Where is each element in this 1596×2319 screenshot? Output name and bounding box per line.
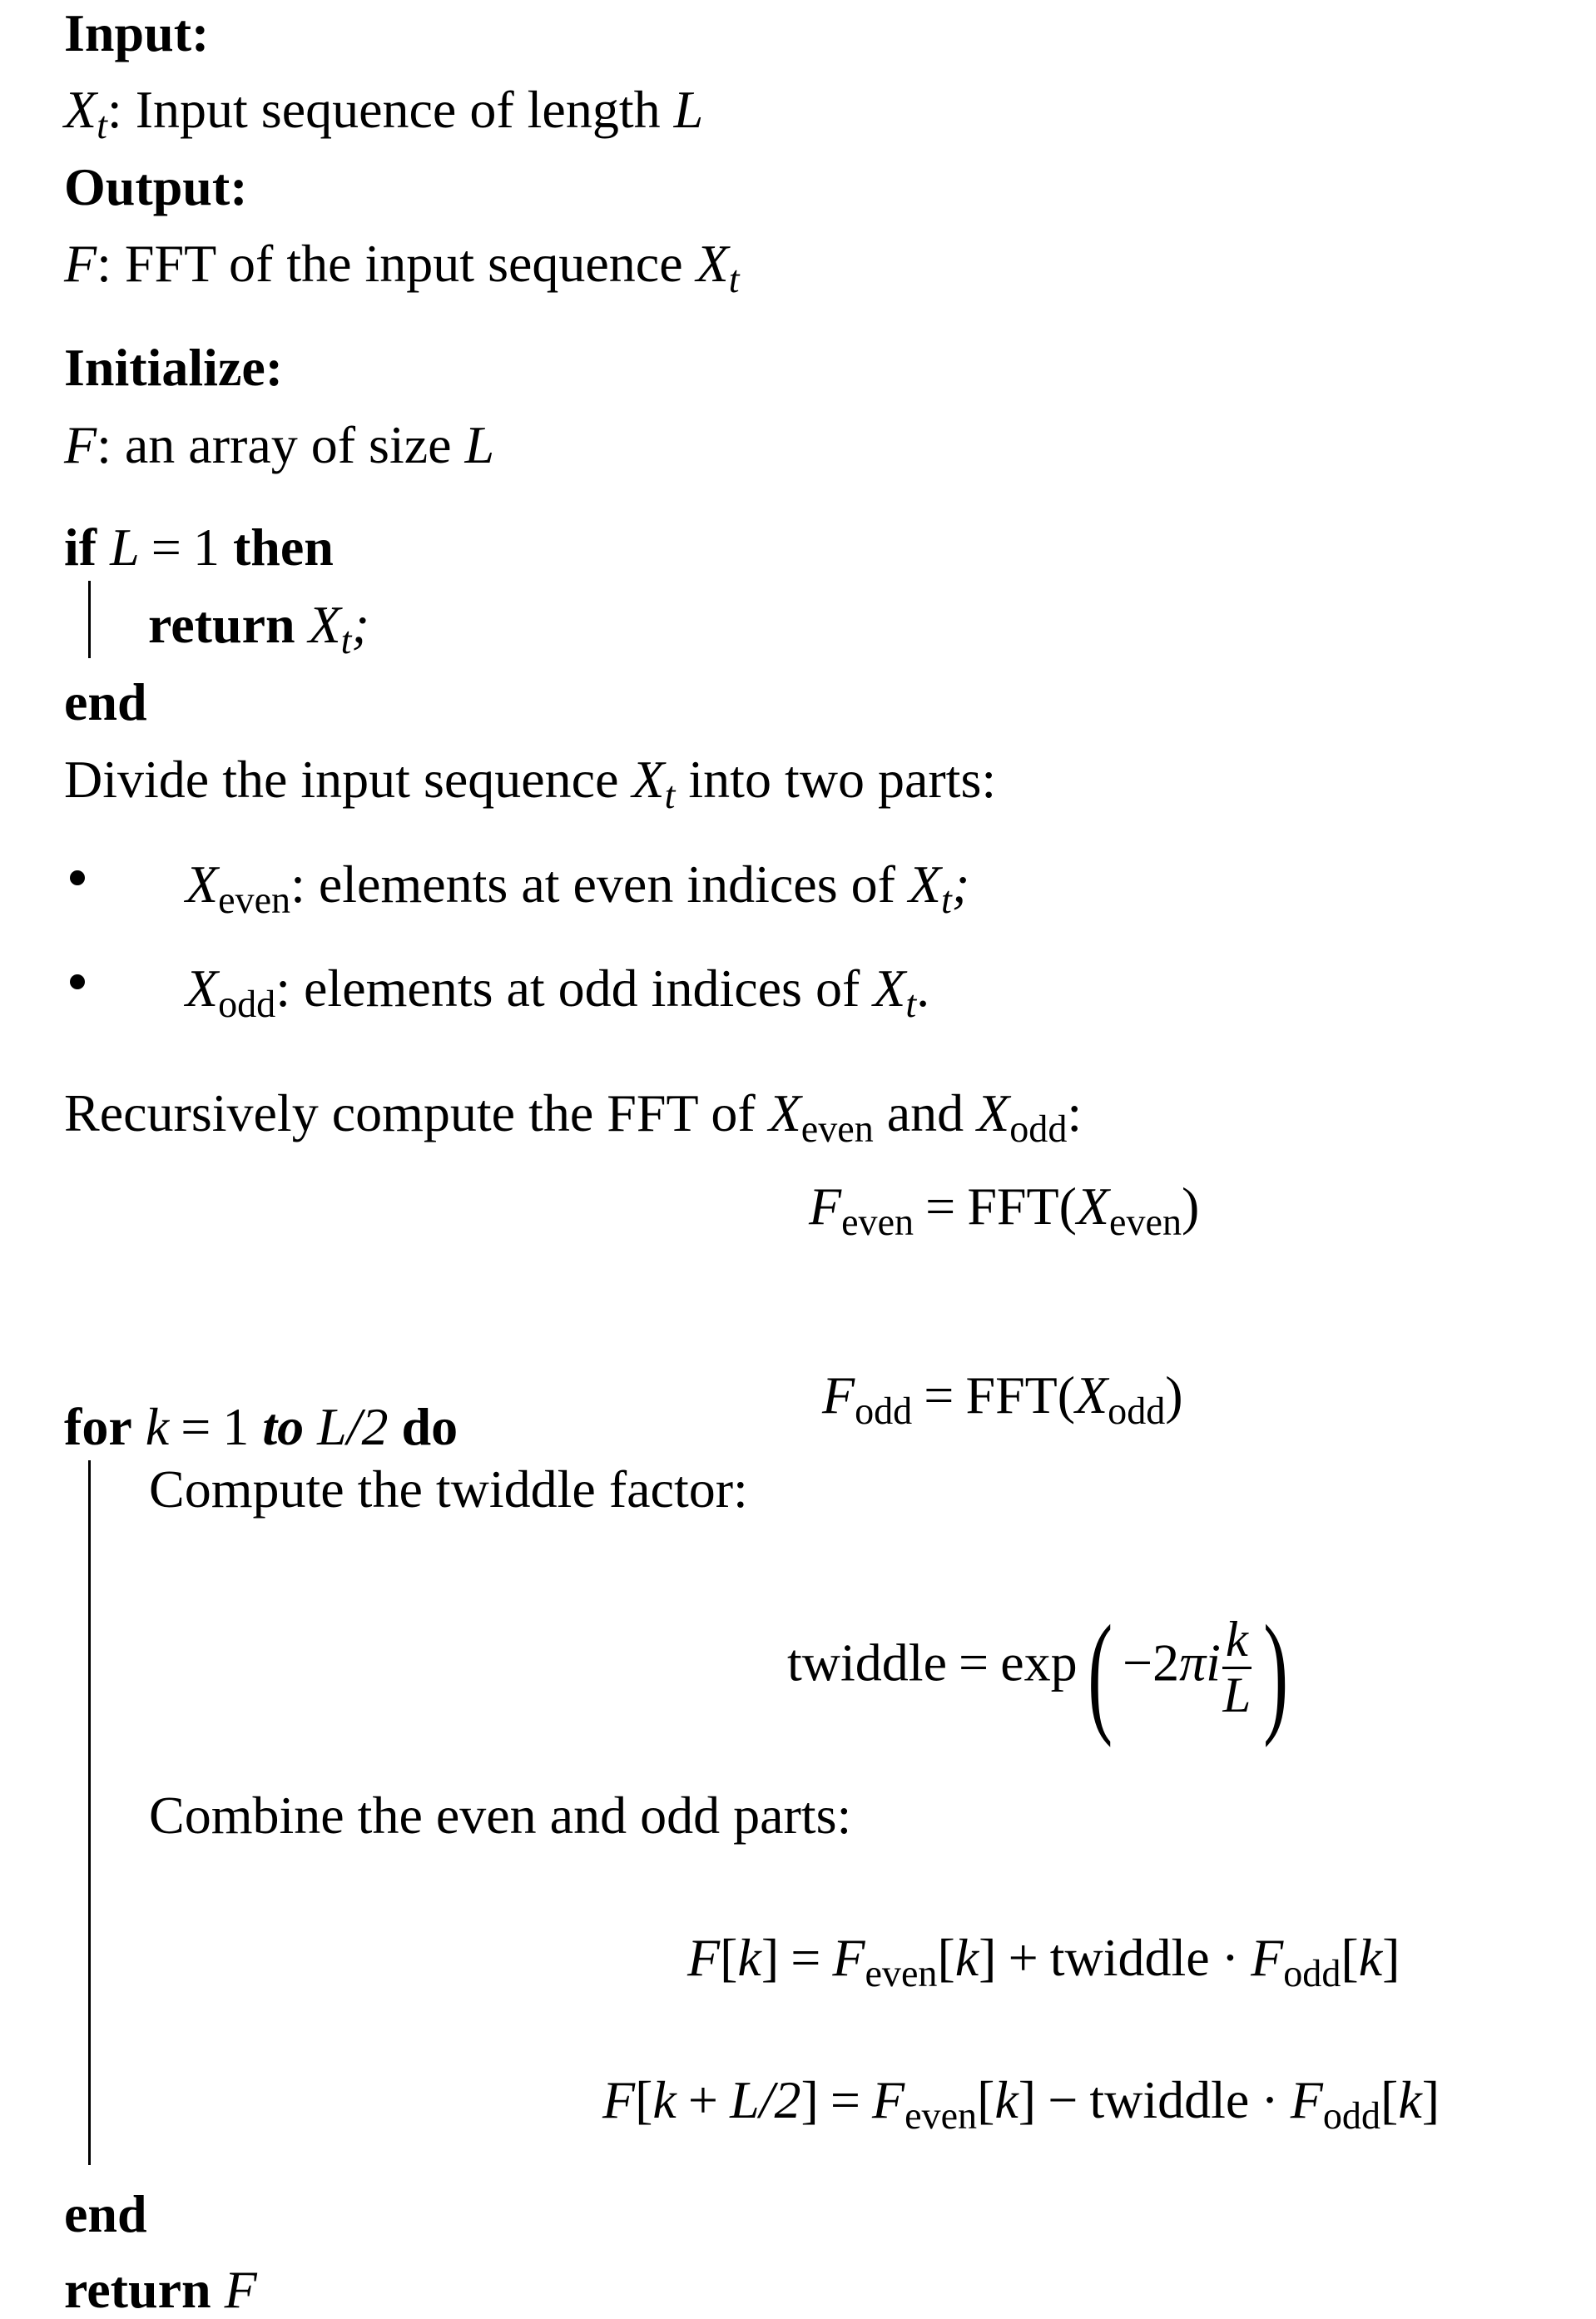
xodd-ref-sub: t <box>905 982 917 1025</box>
xodd-sub: odd <box>218 982 276 1025</box>
twiddle-intro: Compute the twiddle factor: <box>149 1459 748 1519</box>
to-keyword: to <box>262 1397 305 1456</box>
c2-lhs-index-b: L/2 <box>730 2070 801 2129</box>
divide-var: X <box>632 750 665 809</box>
frac-denominator: L <box>1222 1667 1252 1724</box>
right-paren: ) <box>1263 1598 1289 1748</box>
feven-lhs: F <box>809 1177 842 1236</box>
return-var: X <box>308 595 341 654</box>
if-block-bar <box>88 581 91 658</box>
xodd-var: X <box>186 959 219 1018</box>
cond-val: 1 <box>192 518 220 577</box>
bullet-icon <box>70 974 85 989</box>
xodd-tail: . <box>916 959 930 1018</box>
equation-combine-plus: $F[k] = F_{even}[k]$ + twiddle · $F_{odd}[k]$ <box>687 1928 1400 1994</box>
recurse-sub1: even <box>800 1107 874 1150</box>
fodd-lhs: F <box>822 1365 855 1425</box>
c2-lhs: F <box>602 2070 636 2129</box>
feven-fn: FFT <box>967 1177 1059 1236</box>
fodd-fn: FFT <box>965 1365 1058 1425</box>
divide-var-sub: t <box>664 773 676 816</box>
input-len-var: L <box>673 80 704 139</box>
initialize-heading: Initialize: <box>64 338 284 397</box>
cond-op: = <box>151 518 181 577</box>
return-tail: ; <box>351 595 369 654</box>
return-keyword: return <box>148 595 295 654</box>
recurse-before: Recursively compute the FFT of <box>64 1083 769 1142</box>
recurse-var1: X <box>768 1083 801 1142</box>
xeven-ref-var: X <box>908 855 942 914</box>
feven-arg-sub: even <box>1109 1200 1182 1243</box>
fodd-op: = <box>924 1365 954 1425</box>
divide-after: into two parts: <box>675 750 997 809</box>
twiddle-lhs: twiddle <box>787 1633 947 1692</box>
output-description <box>64 234 740 300</box>
xodd-ref-var: X <box>873 959 906 1018</box>
divide-before: Divide the input sequence <box>64 750 632 809</box>
xodd-text: : elements at odd indices of <box>275 959 874 1018</box>
return-var-sub: t <box>340 618 352 662</box>
c1-t2-var: F <box>1251 1928 1284 1987</box>
c2-lhs-plus: + <box>687 2070 718 2129</box>
xeven-tail: ; <box>951 855 970 914</box>
c2-lhs-index-a: k <box>652 2070 677 2129</box>
xeven-sub: even <box>218 878 291 921</box>
recurse-sub2: odd <box>1009 1107 1068 1150</box>
combine-intro: Combine the even and odd parts: <box>149 1786 852 1845</box>
twiddle-op: = <box>959 1633 989 1692</box>
fodd-arg-sub: odd <box>1108 1389 1166 1432</box>
frac-numerator: k <box>1222 1613 1252 1669</box>
c1-t2-index: k <box>1358 1928 1383 1987</box>
cond-var: L <box>110 518 140 577</box>
c1-tw: twiddle <box>1049 1928 1210 1987</box>
output-var: F <box>64 234 97 293</box>
final-return-var: F <box>224 2260 257 2319</box>
loop-var: k <box>145 1397 170 1456</box>
c2-tw: twiddle <box>1089 2070 1250 2129</box>
output-heading: Output: <box>64 157 248 216</box>
input-var: X <box>64 80 97 139</box>
twiddle-coef: 2 <box>1152 1633 1180 1692</box>
do-keyword: do <box>401 1397 458 1456</box>
xeven-var: X <box>186 855 219 914</box>
bullet-icon <box>70 870 85 885</box>
c2-t1-index: k <box>994 2070 1019 2129</box>
loop-eq: = <box>181 1397 211 1456</box>
recurse-mid: and <box>873 1083 978 1142</box>
fodd-lhs-sub: odd <box>855 1389 913 1432</box>
init-desc-text: : an array of size <box>97 415 465 474</box>
recurse-var2: X <box>977 1083 1010 1142</box>
twiddle-fraction <box>1222 1613 1252 1722</box>
loop-start: 1 <box>222 1397 250 1456</box>
c2-t2-index: k <box>1398 2070 1422 2129</box>
input-var-sub: t <box>97 103 107 146</box>
twiddle-imag: i <box>1206 1633 1221 1692</box>
c1-sign: + <box>1008 1928 1038 1987</box>
divide-text <box>64 750 997 816</box>
for-keyword: for <box>64 1397 132 1456</box>
final-return-keyword: return <box>64 2260 211 2319</box>
recurse-text <box>64 1083 1083 1150</box>
recurse-tail: : <box>1067 1083 1083 1142</box>
c2-t2-sub: odd <box>1322 2094 1381 2137</box>
c1-t2-sub: odd <box>1283 1951 1341 1994</box>
twiddle-pi: π <box>1179 1633 1207 1692</box>
c2-op: = <box>830 2070 860 2129</box>
c2-t1-var: F <box>872 2070 905 2129</box>
equation-twiddle <box>787 1598 1298 1748</box>
for-statement <box>64 1397 458 1456</box>
loop-end-expr: L/2 <box>317 1397 389 1456</box>
twiddle-minus: − <box>1122 1633 1153 1692</box>
if-statement <box>64 518 334 577</box>
c2-sign: − <box>1048 2070 1078 2129</box>
c2-t2-var: F <box>1290 2070 1323 2129</box>
equation-fodd: $F_{odd} = FFT(X_{odd})$ <box>822 1365 1183 1432</box>
if-keyword: if <box>64 518 97 577</box>
left-paren: ( <box>1087 1598 1113 1748</box>
twiddle-fn: exp <box>1000 1633 1078 1692</box>
output-seq-sub: t <box>728 257 740 300</box>
feven-op: = <box>925 1177 956 1236</box>
bullet-item-odd <box>186 959 930 1025</box>
for-block-bar <box>88 1460 91 2165</box>
c1-t1-sub: even <box>865 1951 938 1994</box>
c1-lhs: F <box>687 1928 721 1987</box>
feven-arg: X <box>1076 1177 1110 1236</box>
xeven-text: : elements at even indices of <box>290 855 909 914</box>
c1-t1-var: F <box>832 1928 865 1987</box>
input-description <box>64 80 704 146</box>
equation-feven: $F_{even} = FFT(X_{even})$ <box>809 1177 1200 1243</box>
then-keyword: then <box>232 518 334 577</box>
feven-lhs-sub: even <box>841 1200 914 1243</box>
c1-t1-index: k <box>954 1928 979 1987</box>
input-heading: Input: <box>64 3 210 62</box>
bullet-item-even <box>186 855 970 921</box>
final-return <box>64 2260 257 2319</box>
c2-t1-sub: even <box>905 2094 978 2137</box>
equation-combine-minus: $F[k + L/2] = F_{even}[k]$ − twiddle · $F_{odd}[k]$ <box>602 2070 1440 2137</box>
c2-dot: · <box>1261 2070 1279 2129</box>
fodd-arg: X <box>1075 1365 1108 1425</box>
input-desc-text: : Input sequence of length <box>107 80 674 139</box>
if-end-keyword: end <box>64 672 147 731</box>
output-desc-text: : FFT of the input sequence <box>97 234 696 293</box>
c1-dot: · <box>1221 1928 1240 1987</box>
for-end-keyword: end <box>64 2184 147 2243</box>
xeven-ref-sub: t <box>941 878 952 921</box>
init-var: F <box>64 415 97 474</box>
c1-lhs-index: k <box>737 1928 761 1987</box>
output-seq-var: X <box>696 234 729 293</box>
base-return <box>148 595 369 662</box>
initialize-description <box>64 415 495 474</box>
init-size-var: L <box>464 415 495 474</box>
c1-op: = <box>791 1928 821 1987</box>
